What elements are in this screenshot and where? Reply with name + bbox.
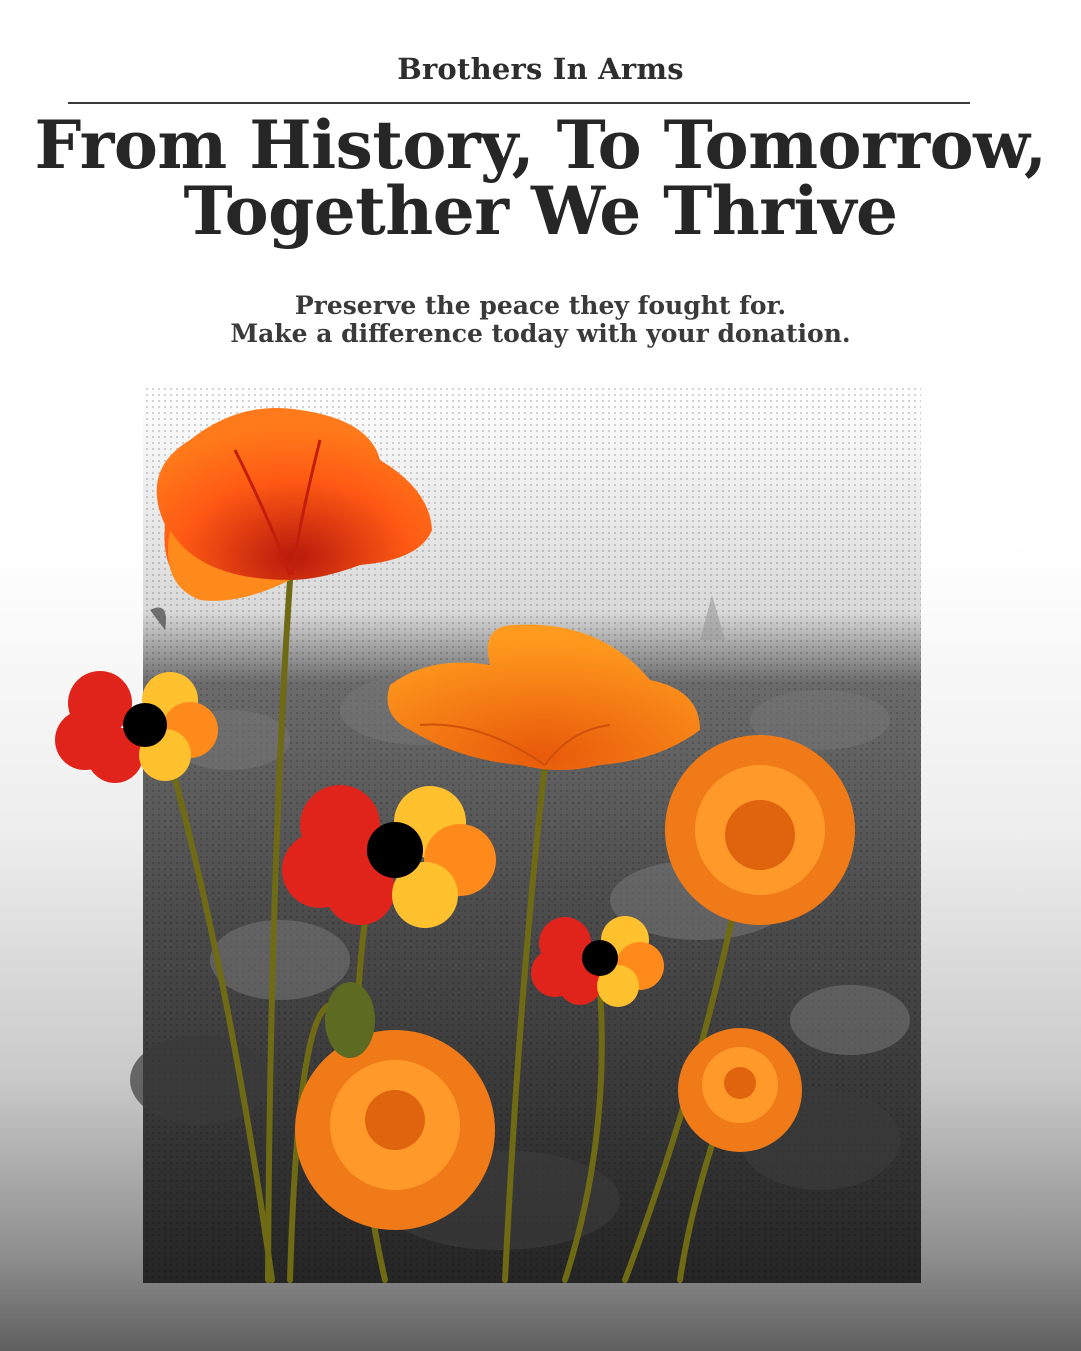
marigold-bottom bbox=[295, 1030, 495, 1230]
header-divider bbox=[68, 102, 970, 104]
subheading-line-2: Make a difference today with your donation. bbox=[230, 319, 851, 348]
headline-line-2: Together We Thrive bbox=[183, 172, 898, 250]
subheading bbox=[0, 292, 1081, 348]
marigold-right bbox=[665, 735, 855, 925]
marigold-small bbox=[678, 1028, 802, 1152]
poppy-bud bbox=[325, 982, 375, 1058]
headline-line-1: From History, To Tomorrow, bbox=[34, 106, 1047, 184]
poppy-artwork bbox=[0, 380, 1081, 1300]
org-name: Brothers In Arms bbox=[397, 52, 684, 86]
subheading-line-1: Preserve the peace they fought for. bbox=[294, 291, 787, 320]
headline bbox=[0, 106, 1081, 250]
